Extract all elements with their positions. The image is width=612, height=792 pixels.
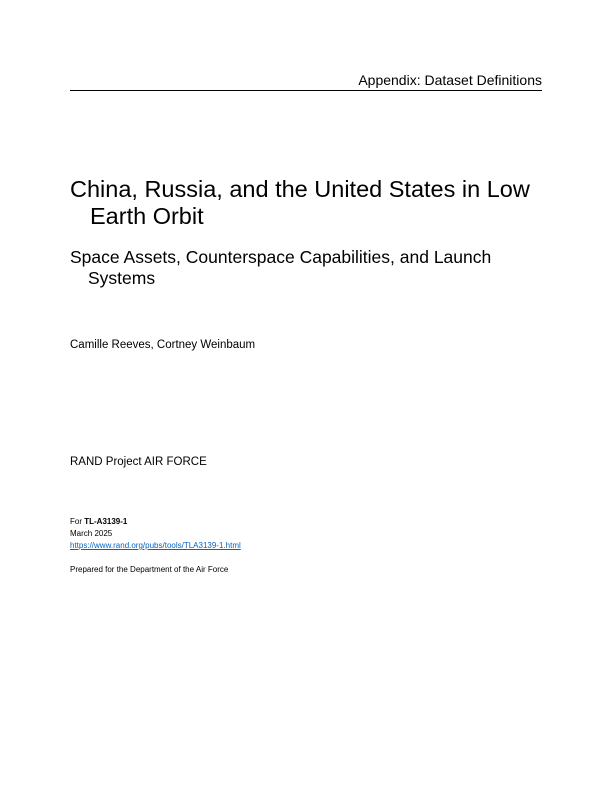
project-name: RAND Project AIR FORCE xyxy=(70,456,207,468)
document-title: China, Russia, and the United States in Low Earth Orbit xyxy=(70,176,530,229)
report-id: TL-A3139-1 xyxy=(84,517,128,526)
report-id-line xyxy=(70,516,241,528)
header-text: Appendix: Dataset Definitions xyxy=(358,72,542,88)
publication-info xyxy=(70,516,241,552)
running-header xyxy=(70,72,542,91)
document-subtitle: Space Assets, Counterspace Capabilities, and Launch Systems xyxy=(70,247,492,288)
for-label: For xyxy=(70,517,82,526)
publication-date: March 2025 xyxy=(70,529,113,538)
report-url-link[interactable]: https://www.rand.org/pubs/tools/TLA3139-1.html xyxy=(70,541,241,550)
authors: Camille Reeves, Cortney Weinbaum xyxy=(70,339,256,351)
prepared-for: Prepared for the Department of the Air Force xyxy=(70,565,229,574)
